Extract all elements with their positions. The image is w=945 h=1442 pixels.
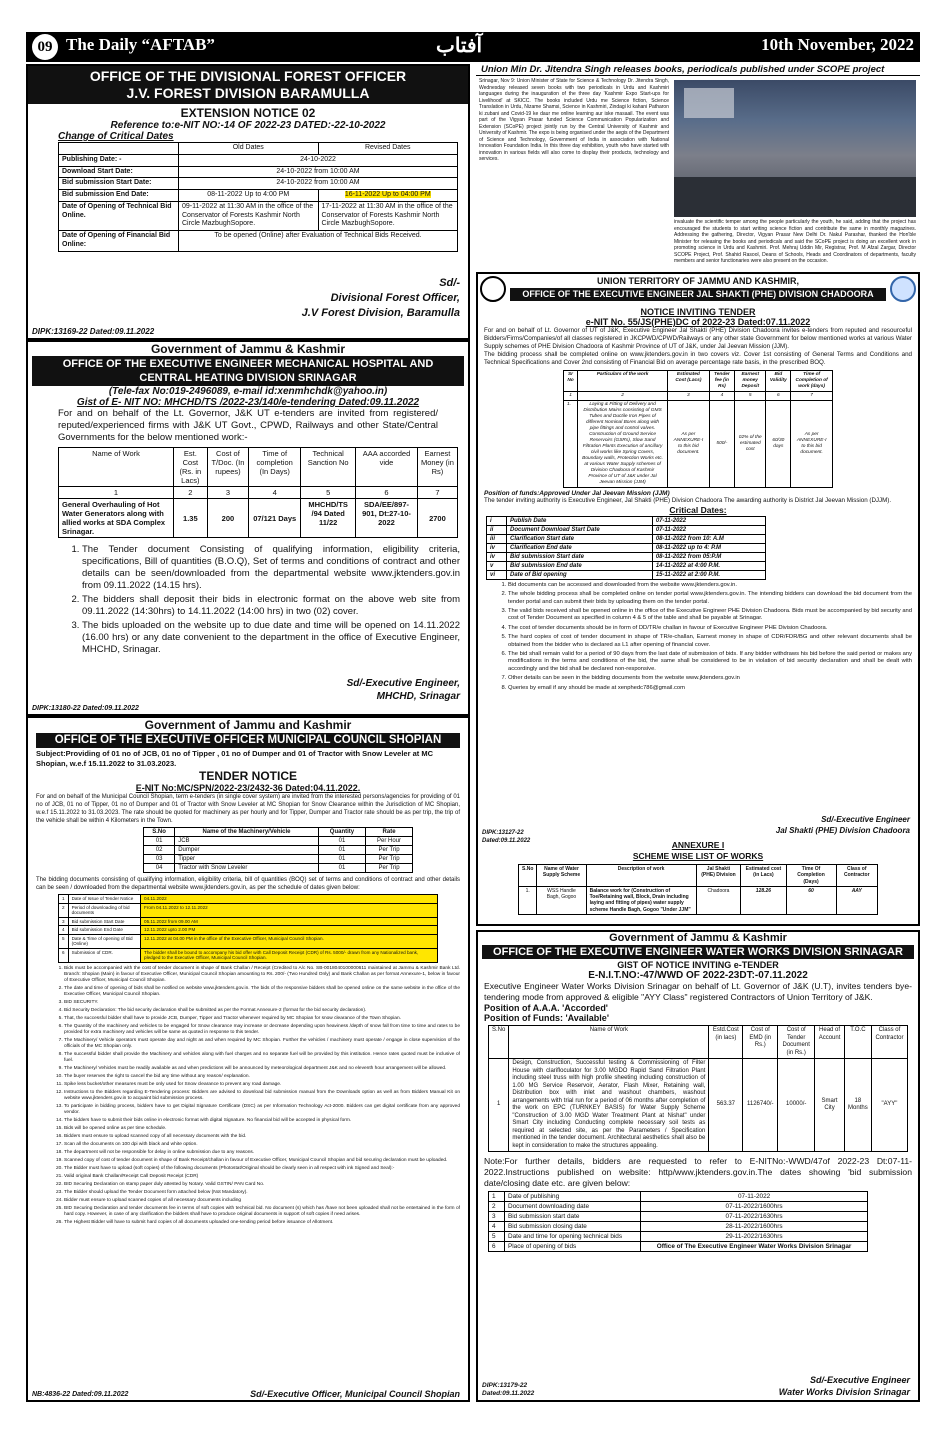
th: Technical Sanction No	[301, 448, 356, 487]
td: 04	[144, 864, 175, 873]
schedule-table	[58, 894, 438, 963]
chadoora-terms	[494, 582, 912, 692]
waterworks-funds: Position of Funds: 'Available'	[484, 1013, 609, 1023]
th: Cost of EMD (in Rs.)	[743, 1026, 778, 1059]
scope-headline: Union Min Dr. Jitendra Singh releases books, periodicals published under SCOPE project	[476, 64, 920, 76]
waterworks-signature	[779, 1374, 910, 1398]
shopian-subject: Subject:Providing of 01 no of JCB, 01 no of Tipper , 01 no of Dumper and 01 of Tractor with Snow Leveler at MC Shopian, w.e.f 15.11.2022 to 31.03.2023.	[36, 749, 433, 768]
td: vi	[487, 570, 507, 579]
term: 15. Bids will be opened online as per time schedule.	[64, 1126, 460, 1132]
paper-name: The Daily “AFTAB”	[66, 35, 215, 54]
event-photo	[674, 80, 916, 217]
chadoora-funds: Position of funds:Approved Under Jal Jeevan Mission (JJM)	[484, 489, 670, 497]
col-num: 6	[356, 487, 418, 499]
term: 6. The Quantity of the machinery and vehicles to be engaged for Snow clearance may increase or decrease depending upon heaviness /depth of snow fall from time to time and rates to be provided for extra machinery and vehicles will be same as quoted in response to this tender.	[64, 1024, 460, 1036]
td: 03	[144, 855, 175, 864]
td: 12.11.2022 upto 2.00 PM	[141, 926, 438, 935]
chadoora-dates	[486, 516, 766, 580]
mhchd-ad	[26, 340, 470, 716]
th: Quantity	[318, 828, 365, 837]
scope-body-1: Srinagar, Nov 9: Union Minister of State for Science & Technology Dr. Jitendra Singh, Wednesday released seven books with two periodicals in Urdu and Kashmiri languages during the inauguration of the three day 'Kashmir Expo Start-ups for Livelihood' at SKICC. The books included Urdu me Science fiction, Science Translation in Urdu, Nizame Shamsi, Science in Kashmiri, Zindagi ki kahani Patharon ki zubani and Covid-19 ke daur me online learning aur iske masaail. The event was part of the Vigyan Prasar funded Science Communication Popularization and Extension (SCoPE) project jointly run by the Central University of Kashmir and University of Kashmir. The expo is being organised under the aegis of the Department of Science and Technology, Government of India in association with National Innovation Foundation India. In this three day exhibition, youth who have started with innovation in various fields will also come to display their products, technology and services.	[479, 78, 669, 162]
td: 2	[59, 903, 69, 917]
td: 18 Months	[844, 1059, 871, 1152]
td: Per Trip	[366, 855, 413, 864]
col-num: 3	[207, 487, 248, 499]
term: 8. The successful bidder shall provide the Machinery and vehicles along with fuel charges and no separate fuel will be provided by this institution. Hence rates quoted must be inclusive of fuel.	[64, 1052, 460, 1064]
row-value: 09-11-2022 at 11:30 AM in the office of the Conservator of Forests Kashmir North Circle MazbughSopore.	[179, 201, 319, 230]
td: 08-11-2022 up to 4: P.M	[652, 543, 765, 552]
td: 02	[144, 846, 175, 855]
th: Head of Account	[815, 1026, 845, 1059]
term: 22. BID Securing Declaration on stamp paper duly attested by Notary. Valid GSTIN/ PAN Card No.	[64, 1182, 460, 1188]
td: Office of The Executive Engineer Water Works Division Srinagar	[641, 1242, 868, 1252]
waterworks-ad	[476, 930, 920, 1402]
td: iii	[487, 534, 507, 543]
td: 1.35	[174, 499, 208, 538]
td: General Overhauling of Hot Water Generators along with allied works at SDA Complex Srinagar.	[59, 499, 174, 538]
term: 10. The buyer reserves the right to cancel the bid any time without any reason/ explanation.	[64, 1074, 460, 1080]
td: JCB	[175, 837, 319, 846]
th: Tender fee (in Rs)	[709, 371, 734, 392]
td: 6	[489, 1242, 505, 1252]
term: 21. Valid original Bank Challan/Receipt Call Deposit Receipt (CDR)	[64, 1174, 460, 1180]
waterworks-aaa: Position of A.A.A. 'Accorded'	[484, 1003, 608, 1013]
col-num: 5	[735, 391, 766, 400]
td: Date and time for opening technical bids	[505, 1232, 641, 1242]
term: 3. The valid bids received shall be opened online in the office of the Executive Engineer PHE Division Chadoora. Bids must be accompanied by bid security and cost of Tender Document as specified in column 4 & 5 of the table and shall be payable at Srinagar.	[508, 608, 912, 623]
shopian-gov: Government of Jammu and Kashmir	[144, 718, 352, 732]
forest-header	[28, 66, 468, 104]
td: Date of Bid opening	[507, 570, 653, 579]
row-value: 08-11-2022 Up to 4:00 PM	[179, 190, 319, 202]
annexure-heading	[478, 840, 918, 862]
term: 13. To participate in bidding process, bidders have to get Digital Signature Certificate (DSC) as per Information Technology Act-2000. Bidders can get digital certificate from any approved vendor.	[64, 1104, 460, 1116]
td: 1.	[519, 886, 537, 914]
col-num: 4	[249, 487, 301, 499]
td: Date & Time of opening of Bid (Online)	[68, 934, 140, 948]
term: 4. The cost of tender documents should be in form of DD/TR/e challan in favour of Executive Engineer PHE Division Chadoora.	[508, 625, 912, 632]
row-value: 17-11-2022 at 11:30 AM in the office of the Conservator of Forests Kashmir North Circle MazbughSopore.	[318, 201, 458, 230]
term: 24. Bidder must ensure to upload scanned copies of all necessary documents including	[64, 1198, 460, 1204]
term: 2. The date and time of opening of bids shall be notified on website www.jktenders.gov.in. The bids of the responsive bidders shall be opened online on the same website in the office of the Executive Officer, Municipal Council Shopian.	[64, 986, 460, 998]
annexure-table	[518, 864, 878, 915]
td: AAY	[836, 886, 877, 914]
td: Date of publishing	[505, 1192, 641, 1202]
td: 08-11-2022 from 10: A.M	[652, 534, 765, 543]
td: Date of Issue of Tender Notice	[68, 895, 140, 904]
td: Bid submission Start date	[507, 552, 653, 561]
td: 500/-	[709, 400, 734, 487]
sign-line: Sd/-Executive Engineer,	[346, 678, 460, 689]
col-old: Old Dates	[179, 143, 319, 155]
machinery-table	[143, 827, 413, 873]
revised-bid-end: 16-11-2022 Up to 04:00 PM	[344, 191, 431, 198]
th: Name of Water Supply Scheme	[537, 865, 586, 887]
chadoora-intro: For and on behalf of Lt. Governor of UT of J&K, Executive Engineer Jal Shakti (PHE) Division Chadoora invites e-tenders from reputed and resourceful Bidders/Firms/Companies/of all classes registered in JKCPWD/CPWD/Railways or any other state Government for below mentioned works at various Water Supply schemes of PHE Division Chadoora of Kashmir Province of UT of J&K, under Jal Jeevan Mission (JJM).	[484, 327, 912, 350]
td: Laying & Fitting of Delivery and Distribution Mains consisting of GMS Tubes and Ductile Iron Pipes of different Nominal Bores along with pipe fittings and control valves. Construction of Ground Service Reservoirs (GSRs), Slow Sand Filtration Plants Execution of ancillary civil works like Spring Covers, Boundary walls, Protection Works etc. at various Water Supply schemes of Division Chadoora of Kashmir Province of UT of J&K under Jal Jeevan Mission (JJM)	[578, 400, 668, 487]
dipk-line: Dated:09.11.2022	[482, 1390, 535, 1397]
col-num: 2	[174, 487, 208, 499]
shopian-ad	[26, 716, 470, 1402]
td: Place of opening of bids	[505, 1242, 641, 1252]
td: MHCHD/TS /94 Dated 11/22	[301, 499, 356, 538]
td: 5	[59, 934, 69, 948]
td: 60	[786, 886, 836, 914]
td: Per Hour	[366, 837, 413, 846]
td: Document downloading date	[505, 1202, 641, 1212]
col-num: 6	[766, 391, 791, 400]
col-num: 4	[709, 391, 734, 400]
row-label: Bid submission Start Date:	[59, 178, 179, 190]
row-value: 24-10-2022 from 10:00 AM	[179, 178, 458, 190]
chadoora-title: OFFICE OF THE EXECUTIVE ENGINEER JAL SHAKTI (PHE) DIVISION CHADOORA	[510, 288, 886, 301]
row-label: Date of Opening of Technical Bid Online.	[59, 201, 179, 230]
td: 128.26	[741, 886, 786, 914]
th: Bid Validity	[766, 371, 791, 392]
td: 2700	[417, 499, 457, 538]
waterworks-dipk	[482, 1382, 534, 1398]
col-num: 7	[417, 487, 457, 499]
td: Per Trip	[366, 846, 413, 855]
td: v	[487, 561, 507, 570]
row-label: Publishing Date: -	[59, 154, 179, 166]
row-label: Download Start Date:	[59, 166, 179, 178]
td: 01	[318, 864, 365, 873]
td: 2	[489, 1202, 505, 1212]
th: Time of completion (In Days)	[249, 448, 301, 487]
th: Est. Cost (Rs. in Lacs)	[174, 448, 208, 487]
td: Bid submission End Date	[68, 926, 140, 935]
masthead	[26, 32, 920, 62]
waterworks-gist: GIST OF NOTICE INVITING e-TENDER	[617, 960, 779, 970]
td: 4	[489, 1222, 505, 1232]
point: 1. The Tender document Consisting of qualifying information, eligibility criteria, specifications, Bill of quantities (B.O.Q), Set of terms and conditions of contract and other details can be seen/downloaded from the departmental website www.jktenders.gov.in from 09.11.2022 (14.15 hrs).	[82, 544, 460, 592]
td: 12.11.2022 at 04.00 PM in the office of the Executive Officer, Municipal Council Shopian.	[141, 934, 438, 948]
td: As per ANNEXURE-I to this bid document.	[791, 400, 833, 487]
td: 01	[144, 837, 175, 846]
chadoora-authority: The tender inviting authority is Executive Engineer, Jal Shakti (PHE) Division Chadoora The awarding authority is District Jal Jeevan Mission (DJJM).	[484, 496, 892, 504]
waterworks-title: OFFICE OF THE EXECUTIVE ENGINEER WATER WORKS DIVISION SRINAGAR	[482, 945, 914, 959]
term: 20. The Bidder must have to upload (soft copies) of the following documents (Photostat/Original should be clearly seen in all respect with ink Signed and Seal):-	[64, 1166, 460, 1172]
page-number: 09	[32, 34, 58, 60]
mhchd-table	[58, 447, 458, 538]
th: Sr No	[564, 371, 578, 392]
mhchd-intro: For and on behalf of the Lt. Governor, J&K UT e-tenders are invited from registered/ reputed/experienced firms with J&K UT Govt., CPWD, Railways and other State/Central Governments for the below mentioned work:-	[58, 408, 438, 443]
th: Estimated Cost (Lacs)	[668, 371, 710, 392]
mhchd-points	[68, 544, 460, 656]
td: "AYY"	[871, 1059, 907, 1152]
th: Name of Work	[59, 448, 174, 487]
waterworks-note: Note:For further details, bidders are requested to refer to E-NITNo:-WWD/47of 2022-23 Dt:07-11-2022.Instructions published on website: http/www.jktenders.gov.in.The dates showing 'bid submission date/closing date etc. are given below:	[484, 1156, 912, 1188]
th: Cost of Tender Document (in Rs.)	[778, 1026, 815, 1059]
row-value: 24-10-2022 from 10:00 AM	[179, 166, 458, 178]
th: T.O.C	[844, 1026, 871, 1059]
term: 14. The bidders have to submit their bids online in electronic format with digital Signature. No financial bid will be accepted in physical form.	[64, 1118, 460, 1124]
col-new: Revised Dates	[318, 143, 458, 155]
td: Balance work for (Construction of Toe/Retaining wall, Block, Drain including laying and fitting of pipes) water supply scheme Handle Bagh, Gogoo "Under JJM"	[586, 886, 696, 914]
shopian-title: OFFICE OF THE EXECUTIVE OFFICER MUNICIPAL COUNCIL SHOPIAN	[36, 733, 460, 748]
td: 5	[489, 1232, 505, 1242]
term: 8. Queries by email if any should be made at xenphedc786@gmail.com	[508, 685, 912, 692]
td: 1.	[564, 400, 578, 487]
chadoora-enit: e-NIT No. 55/JS(PHE)DC of 2022-23 Dated:07.11.2022	[585, 317, 811, 327]
td: Chadoora	[696, 886, 741, 914]
shopian-dipk: NB:4836-22 Dated:09.11.2022	[32, 1391, 129, 1398]
col-num: 5	[301, 487, 356, 499]
th: Estimated cost (in Lacs)	[741, 865, 786, 887]
term: 25. BID Securing Declaration and tender documents fee in terms of soft copies with technical bid. No document (s) which has /have not been uploaded shall not be entertained in the form of hard copy. However, in case of any clarification the bidders shall have to produce original documents in support of soft copies if need arises.	[64, 1206, 460, 1218]
term: 5. The hard copies of cost of tender document in shape of TR/e-challan, Earnest money in shape of CDR/FDR/BG and other relevant documents shall be obtained from the bidder who is declared as L1 after opening of financial cover.	[508, 634, 912, 649]
row-value: 24-10-2022	[179, 154, 458, 166]
td: 1	[59, 895, 69, 904]
td: Smart City	[815, 1059, 845, 1152]
td: 02% of the estimated cost	[735, 400, 766, 487]
th: Time Of Completion (Days)	[786, 865, 836, 887]
dipk-line: DIPK:13179-22	[482, 1382, 528, 1389]
td: Dumper	[175, 846, 319, 855]
td: 200	[207, 499, 248, 538]
th: S.No	[519, 865, 537, 887]
td: Design, Construction, Successful testing & Commissioning of Filter House with clarifloculator for 3.00 MGDO Rapid Sand Filtration Plant including steel truss with high profile sheeting including construction of 1.00 MG Service Reservoir, Aerator, Flash Mixer, Retaining wall, Distribution box with inlet and washout chambers, washout arrangements with trial run for a period of 06 months after completion of the work on EPC (TURNKEY BASIS) for Water Supply Scheme "Construction of 3.00 MGD Water Treatment Plant at Nishat" under Smart City including Conducting complete necessary soil tests as required at selected site, as per the Parameters / Specification mentioned in the tender document. Architectural aesthetics shall also be kept in consideration to make the structures appealing.	[509, 1059, 709, 1152]
td: 1	[489, 1192, 505, 1202]
td: Document Download Start Date	[507, 525, 653, 534]
td: Bid submission start date	[505, 1212, 641, 1222]
chadoora-notice: NOTICE INVITING TENDER	[640, 307, 756, 317]
term: 19. Scanned copy of cost of tender document in shape of Bank Receipt/challan in favour of Executive Officer, Municipal Council Shopian and bid securing declaration must be uploaded.	[64, 1158, 460, 1164]
term: 2. The whole bidding process shall be completed online on tender portal www.jktenders.gov.in. The intending bidders can download the bid document from the tender portal and can submit their bids by uploading them on the tender portal.	[508, 591, 912, 606]
td: Bid submission closing date	[505, 1222, 641, 1232]
term: 7. Other details can be seen in the bidding documents from the website www.jktenders.gov.in	[508, 675, 912, 682]
scope-news	[476, 64, 920, 270]
col-num: 3	[668, 391, 710, 400]
td: As per ANNEXURE-I to this bid document.	[668, 400, 710, 487]
th: AAA accorded vide	[356, 448, 418, 487]
td: iv	[487, 543, 507, 552]
term: 12. Instructions to the Bidders regarding E-Tendering process: Bidders are advised to download bid submission manual from the Downloads option as well as from Bidders Manual Kit on website www.jktenders.gov.in to acquaint bid submission process.	[64, 1090, 460, 1102]
col-num: 2	[578, 391, 668, 400]
mhchd-tele: (Tele-fax No:019-2496089, e-mail id:xenmhchdk@yahoo.in)	[108, 386, 388, 397]
td: 3	[489, 1212, 505, 1222]
td: 14-11-2022 at 4:00 P.M.	[652, 561, 765, 570]
td: 04.11.2022	[141, 895, 438, 904]
crowd-shape	[674, 177, 916, 217]
forest-title-2: J.V. FOREST DIVISION BARAMULLA	[126, 85, 370, 101]
td: Bid submission Start Date	[68, 917, 140, 926]
term: 16. Bidders must ensure to upload scanned copy of all necessary documents with the bid.	[64, 1134, 460, 1140]
mhchd-gist: Gist of E- NIT NO: MHCHD/TS /2022-23/140/e-tendering Dated:09.11.2022	[76, 397, 420, 408]
th: S.No	[144, 828, 175, 837]
dipk-line: DIPK:13127-22	[482, 830, 524, 836]
td: Tipper	[175, 855, 319, 864]
td: 05.11.2022 from 09.00 AM	[141, 917, 438, 926]
td: SDA/EE/897-901, Dt:27-10-2022	[356, 499, 418, 538]
mhchd-dipk: DIPK:13180-22 Dated:09.11.2022	[32, 705, 139, 712]
td: 07-11-2022/1630hrs	[641, 1212, 868, 1222]
shopian-intro: For and on behalf of the Municipal Council Shopian, term e-tenders (in single cover system) are invited from the interested persons/agencies for providing of 01 no of JCB, 01 no of Tipper, 01 no of Dumper and 01 of Tractor with Snow Leveler at MC Shopian for Snow Clearance within the Jurisdiction of MC Shopian, w.e.f 15.11.2022 to 31.03.2023. The rate should be quoted for machinery as per hourly and for Tipper, Dumper and Tractor rate should be as per trip, the trip of the vehicle shall be within 4 Kilometers in the Town.	[36, 794, 460, 824]
waterworks-intro: Executive Engineer Water Works Division Srinagar on behalf of Lt. Governor of J&K (U.T), invites tenders bye-tendering mode from approved & eligible "AYY Class" registered Contractors of Union Territory of J&K.	[484, 981, 912, 1002]
th: Class of Contractor	[871, 1026, 907, 1059]
mhchd-signature	[347, 677, 460, 703]
sign-line: Sd/-Executive Engineer	[809, 1375, 910, 1385]
td: iv	[487, 552, 507, 561]
forest-notice-title: EXTENSION NOTICE 02	[180, 106, 316, 120]
waterworks-dates	[488, 1191, 868, 1252]
td: The bidder shall be bound to accompany his bid offer with Call Deposit Receipt (CDR) of Rs. 5000/- drawn from any Nationalized bank, pledged to the Executive Officer, Municipal Council Shopian.	[141, 948, 438, 962]
shopian-bidding: The bidding documents consisting of qualifying information, eligibility criteria, bill of quantities (BOQ) set of terms and conditions of contract and other details can be seen / downloaded from the departmental website www.jktenders.gov.in, as per the schedule of dates given below:	[36, 877, 460, 891]
forest-reference: Reference to:e-NIT NO:-14 OF 2022-23 DATED:-22-10-2022	[110, 120, 386, 131]
td: 1	[489, 1059, 509, 1152]
mhchd-title: OFFICE OF THE EXECUTIVE ENGINEER MECHANICAL HOSPITAL AND CENTRAL HEATING DIVISION SRINAGAR	[32, 356, 464, 386]
row-label: Date of Opening of Financial Bid Online:	[59, 231, 179, 252]
chadoora-critical: Critical Dates:	[669, 504, 727, 515]
col-num: 1	[564, 391, 578, 400]
td: Clarification Start date	[507, 534, 653, 543]
term: 1. Bid documents can be accessed and downloaded from the website www.jktenders.gov.in.	[508, 582, 912, 589]
forest-signature	[302, 276, 460, 321]
col-num: 7	[791, 391, 833, 400]
th: Name of Work	[509, 1026, 709, 1059]
term: 1. Bids must be accompanied with the cost of tender document in shape of Bank Challan / Receipt (Credited to A/c No. SB-0018040100000611 maintained at Jammu & Kashmir Bank Ltd. Branch: Shopian (Main) in favour of Executive Officer, Municipal Council Shopian amounting to Rs. 200/- (Two Hundred Only) and Bank Challan as per format Annexure-1, below in favour of Executive Officer, Municipal Council Shopian.	[64, 966, 460, 984]
td: Bid submission End date	[507, 561, 653, 570]
th: Jal Shakti (PHE) Division	[696, 865, 741, 887]
chadoora-signature	[776, 814, 910, 836]
td: Period of downloading of bid documents	[68, 903, 140, 917]
chadoora-ut: UNION TERRITORY OF JAMMU AND KASHMIR,	[596, 276, 799, 286]
dipk-line: Dated:09.11.2022	[482, 838, 531, 844]
waterworks-gov: Government of Jammu & Kashmir	[609, 932, 787, 944]
term: 6. The bid shall remain valid for a period of 90 days from the last date of submission of bids. If any bidder withdraws his bid before the said period or makes any modifications in the terms and conditions of the bid, the same shall be considered to be in violation of bid security declaration and shall be dealt with accordingly and the bid shall be declared non-responsive.	[508, 651, 912, 673]
sign-line: Divisional Forest Officer,	[330, 292, 460, 304]
td: 10000/-	[778, 1059, 815, 1152]
annexure-subtitle: SCHEME WISE LIST OF WORKS	[632, 851, 764, 861]
td: WSS Handle Bagh, Gogoo	[537, 886, 586, 914]
td: From 04.11.2022 to 12.11.2022	[141, 903, 438, 917]
forest-ad	[26, 64, 470, 340]
row-value: To be opened (Online) after Evaluation of Technical Bids Received.	[179, 231, 458, 252]
td: 29-11-2022/1630hrs	[641, 1232, 868, 1242]
th: Time of Completion of work (days)	[791, 371, 833, 392]
th: Earnest Money (in Rs)	[417, 448, 457, 487]
td: 01	[318, 846, 365, 855]
td: 28-11-2022/1600hrs	[641, 1222, 868, 1232]
th: Class of Contractor	[836, 865, 877, 887]
forest-title-1: OFFICE OF THE DIVISIONAL FOREST OFFICER	[89, 68, 407, 84]
term: 9. The Machinery/ Vehicles must be readily available as and when predictions will be announced by meteorological department J&K and no eleventh hour arrangement will be allowed.	[64, 1066, 460, 1072]
waterworks-table	[488, 1025, 908, 1152]
td: Submission of CDR.	[68, 948, 140, 962]
shopian-enit: E-NIT No:MC/SPN/2022-23/2432-36 Dated:04.11.2022.	[135, 783, 361, 793]
td: 08-11-2022 from 05:P.M	[652, 552, 765, 561]
td: 4	[59, 926, 69, 935]
term: 11. Spike less bucket/other measures must be only used for Snow clearance to prevent any road damage.	[64, 1082, 460, 1088]
th: Estd.Cost (in lacs)	[709, 1026, 743, 1059]
sign-line: Jal Shakti (PHE) Division Chadoora	[775, 826, 910, 835]
shopian-terms	[50, 966, 460, 1226]
td: 3	[59, 917, 69, 926]
td: ii	[487, 525, 507, 534]
shopian-notice: TENDER NOTICE	[198, 769, 297, 783]
term: 17. Scan all the documents on 100 dpi with black and white option.	[64, 1142, 460, 1148]
td: 15-11-2022 at 2:00 P.M.	[652, 570, 765, 579]
col-num: 1	[59, 487, 174, 499]
td: Tractor with Snow Leveler	[175, 864, 319, 873]
th: Description of work	[586, 865, 696, 887]
sign-line: Water Works Division Srinagar	[778, 1387, 910, 1397]
td: 563.37	[709, 1059, 743, 1152]
forest-dates-table	[58, 142, 458, 252]
term: 23. The Bidder should upload the Tender Document form attached below (Not Mandatory).	[64, 1190, 460, 1196]
waterworks-enit: E-N.I.T.NO:-47/WWD OF 2022-23DT:-07.11.2022	[588, 970, 808, 981]
sign-line: MHCHD, Srinagar	[376, 691, 460, 702]
td: Per Trip	[366, 864, 413, 873]
term: 7. The Machinery/ Vehicle operators must operate day and night as and when required by MC Shopian. Further the vehicles / machinery must operate / engage in close supervision of the officials of the MC Shopian only.	[64, 1038, 460, 1050]
issue-date: 10th November, 2022	[761, 35, 914, 54]
forest-dipk: DIPK:13169-22 Dated:09.11.2022	[32, 327, 155, 336]
sign-line: Sd/-	[439, 277, 460, 289]
th: Earnest money Deposit	[735, 371, 766, 392]
th: Particulars of the work	[578, 371, 668, 392]
td: 07-11-2022	[652, 525, 765, 534]
th: Cost of T/Doc. (In rupees)	[207, 448, 248, 487]
row-label: Bid submission End Date:	[59, 190, 179, 202]
annexure-title: ANNEXURE I	[671, 840, 725, 850]
chadoora-intro-2: The bidding process shall be completed online on www.jktenders.gov.in in two covers viz. Cover 1st consisting of General Terms and Conditions and Technical Specifications and Cover 2nd consisting of Financial Bid on average percentage rate basis, in the prescribed BOQ.	[484, 351, 912, 366]
th: Name of the Machinery/Vehicle	[175, 828, 319, 837]
td: Publish Date	[507, 516, 653, 525]
jal-jeevan-logo-icon	[890, 276, 916, 302]
banner-shape	[684, 88, 734, 118]
td: 07/121 Days	[249, 499, 301, 538]
td: 60/30 days	[766, 400, 791, 487]
td: i	[487, 516, 507, 525]
td: 6	[59, 948, 69, 962]
point: 3. The bids uploaded on the website up to due date and time will be opened on 14.11.2022 (16.00 hrs) or any date convenient to the department in the office of Executive Engineer, MHCHD, Srinagar.	[82, 620, 460, 656]
chadoora-ad	[476, 272, 920, 926]
term: 26. The Highest Bidder will have to submit hard copies of all documents uploaded one-tending period before issuance of Allotment.	[64, 1220, 460, 1226]
jk-emblem-icon	[480, 276, 506, 302]
scope-body-2: invaluate the scientific temper among the people particularly the youth, he said, adding that the project has encouraged the students to start writing science fiction and contribute the same in monthly magazines. Addressing the gathering, Director, Vigyan Prasar New Delhi Dr. Nakul Parashar, thanked the Hon'ble Minister for releasing the books and periodicals and said the SCoPE project is doing an excellent work in promoting science in Urdu and Kashmiri. Prof. Mehraj Uddin Mir, Registrar, Prof. M Afzal Zargar, Director SCOPE Project, Prof. Shahid Rasool, Deans of Schools, Heads and Coordinators of departments, faculty members and senior functionaries were also present on the occasion.	[674, 219, 916, 264]
td: 01	[318, 837, 365, 846]
td: 07-11-2022	[641, 1192, 868, 1202]
td: 1126740/-	[743, 1059, 778, 1152]
forest-change-heading: Change of Critical Dates	[58, 131, 174, 142]
term: 18. The department will not be responsible for delay in online submission due to any reasons.	[64, 1150, 460, 1156]
th: Rate	[366, 828, 413, 837]
mhchd-gov: Government of Jammu & Kashmir	[150, 342, 346, 356]
sign-line: Sd/-Executive Engineer	[821, 815, 910, 824]
sign-line: J.V Forest Division, Baramulla	[301, 307, 460, 319]
point: 2. The bidders shall deposit their bids in electronic format on the above web site from 09.11.2022 (14:30hrs) to 14.11.2022 (14:00 hrs) in two (02) cover.	[82, 594, 460, 618]
td: 07-11-2022/1600hrs	[641, 1202, 868, 1212]
term: 4. Bid Security Declaration: The bid security declaration shall be submitted as per the Format Annexure-2 (format for the bid security declaration).	[64, 1008, 460, 1014]
td: 07-11-2022	[652, 516, 765, 525]
th: S.No	[489, 1026, 509, 1059]
term: 5. That, the successful bidder shall have to provide JCB, Dumper, Tipper and Tractor whenever required by MC Shopian for snow clearance of the Town Shopian.	[64, 1016, 460, 1022]
term: 3. BID SECURITY.	[64, 1000, 460, 1006]
shopian-signature: Sd/-Executive Officer, Municipal Council Shopian	[250, 1389, 460, 1399]
td: Clarification End date	[507, 543, 653, 552]
chadoora-table	[563, 370, 833, 488]
paper-logo: آفتاب	[436, 33, 483, 57]
td: 01	[318, 855, 365, 864]
